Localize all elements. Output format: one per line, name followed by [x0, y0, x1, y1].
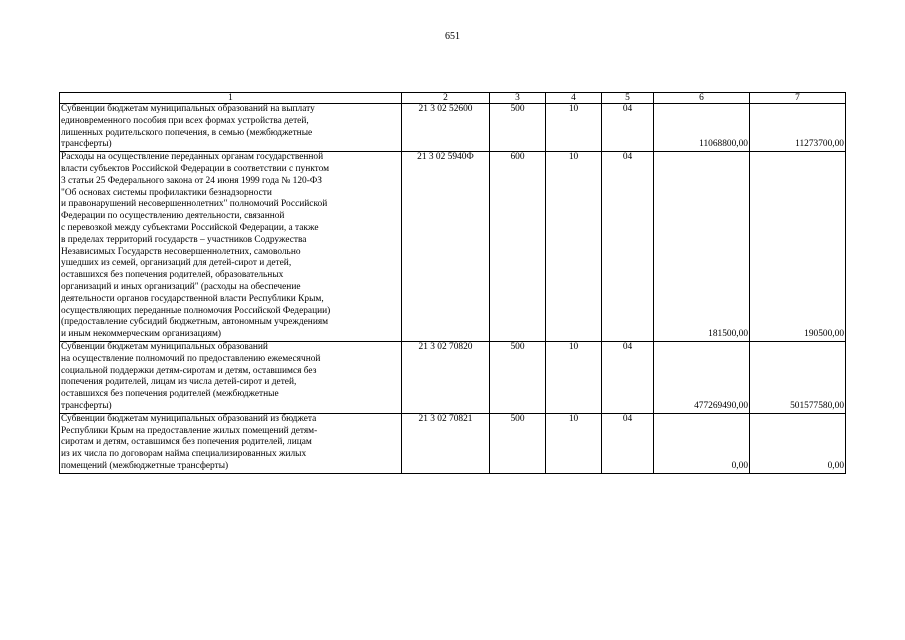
header-cell-5: 5	[602, 93, 654, 104]
description-line: из их числа по договорам найма специализированных жилых	[61, 449, 307, 460]
description-line: "Об основах системы профилактики безнадзорности	[61, 187, 272, 198]
description-line: оставшихся без попечения родителей (межбюджетные	[61, 389, 279, 400]
description-line: власти субъектов Российской Федерации в соответствии с пунктом	[61, 163, 330, 174]
amount-cell-1: 477269490,00	[654, 341, 750, 413]
subsection-cell: 04	[602, 104, 654, 152]
description-line: единовременного пособия при всех формах устройства детей,	[61, 115, 309, 126]
header-cell-3: 3	[490, 93, 546, 104]
description-line: ушедших из семей, организаций для детей-сирот и детей,	[61, 258, 292, 269]
description-line: организаций и иных организаций" (расходы на обеспечение	[61, 281, 301, 292]
table-row	[60, 104, 846, 152]
subsection-cell: 04	[602, 413, 654, 473]
description-cell	[60, 152, 402, 342]
code-cell: 21 3 02 5940Ф	[402, 152, 490, 342]
expense-type-cell: 600	[490, 152, 546, 342]
amount-cell-1: 11068800,00	[654, 104, 750, 152]
header-cell-7: 7	[750, 93, 846, 104]
description-line: Независимых Государств несовершеннолетних, самовольно	[61, 246, 301, 257]
description-line: Субвенции бюджетам муниципальных образований	[61, 341, 268, 352]
description-line: помещений (межбюджетные трансферты)	[61, 460, 229, 471]
description-cell	[60, 104, 402, 152]
description-cell	[60, 341, 402, 413]
header-cell-2: 2	[402, 93, 490, 104]
amount-cell-2: 501577580,00	[750, 341, 846, 413]
section-cell: 10	[546, 413, 602, 473]
expense-type-cell: 500	[490, 413, 546, 473]
description-line: осуществляющих переданные полномочия Российской Федерации)	[61, 305, 331, 316]
table-row	[60, 413, 846, 473]
amount-cell-1: 0,00	[654, 413, 750, 473]
description-line: Субвенции бюджетам муниципальных образований из бюджета	[61, 413, 317, 424]
code-cell: 21 3 02 70820	[402, 341, 490, 413]
code-cell: 21 3 02 70821	[402, 413, 490, 473]
expense-type-cell: 500	[490, 341, 546, 413]
header-cell-4: 4	[546, 93, 602, 104]
section-cell: 10	[546, 104, 602, 152]
description-line: Республики Крым на предоставление жилых помещений детям-	[61, 425, 318, 436]
amount-cell-2: 0,00	[750, 413, 846, 473]
section-cell: 10	[546, 341, 602, 413]
description-line: и правонарушений несовершеннолетних" полномочий Российской	[61, 199, 328, 210]
description-cell	[60, 413, 402, 473]
description-line: с перевозкой между субъектами Российской Федерации, а также	[61, 222, 319, 233]
table-row	[60, 152, 846, 342]
section-cell: 10	[546, 152, 602, 342]
description-line: в пределах территорий государств – участников Содружества	[61, 234, 307, 245]
description-line: и иным некоммерческим организациям)	[61, 329, 222, 340]
description-line: лишенных родительского попечения, в семью (межбюджетные	[61, 127, 313, 138]
table-row	[60, 341, 846, 413]
code-cell: 21 3 02 52600	[402, 104, 490, 152]
subsection-cell: 04	[602, 341, 654, 413]
description-line: Федерации по осуществлению деятельности, связанной	[61, 211, 285, 222]
amount-cell-1: 181500,00	[654, 152, 750, 342]
header-cell-6: 6	[654, 93, 750, 104]
subsection-cell: 04	[602, 152, 654, 342]
description-line: оставшихся без попечения родителей, образовательных	[61, 270, 284, 281]
header-cell-1: 1	[60, 93, 402, 104]
description-line: Расходы на осуществление переданных органам государственной	[61, 152, 324, 163]
description-line: попечения родителей, лицам из числа детей-сирот и детей,	[61, 377, 297, 388]
description-line: сиротам и детям, оставшимся без попечения родителей, лицам	[61, 437, 312, 448]
description-line: деятельности органов государственной власти Республики Крым,	[61, 293, 324, 304]
description-line: (предоставление субсидий бюджетным, автономным учреждениям	[61, 317, 329, 328]
description-line: Субвенции бюджетам муниципальных образований на выплату	[61, 104, 315, 114]
page-number: 651	[445, 31, 460, 42]
expense-type-cell: 500	[490, 104, 546, 152]
description-line: на осуществление полномочий по предоставлению ежемесячной	[61, 353, 321, 364]
description-line: трансферты)	[61, 139, 112, 150]
table-header-row	[60, 93, 846, 104]
description-line: 3 статьи 25 Федерального закона от 24 июня 1999 года № 120-ФЗ	[61, 175, 322, 186]
amount-cell-2: 11273700,00	[750, 104, 846, 152]
budget-table	[59, 92, 846, 474]
amount-cell-2: 190500,00	[750, 152, 846, 342]
description-line: социальной поддержки детям-сиротам и детям, оставшимся без	[61, 365, 317, 376]
description-line: трансферты)	[61, 400, 112, 411]
